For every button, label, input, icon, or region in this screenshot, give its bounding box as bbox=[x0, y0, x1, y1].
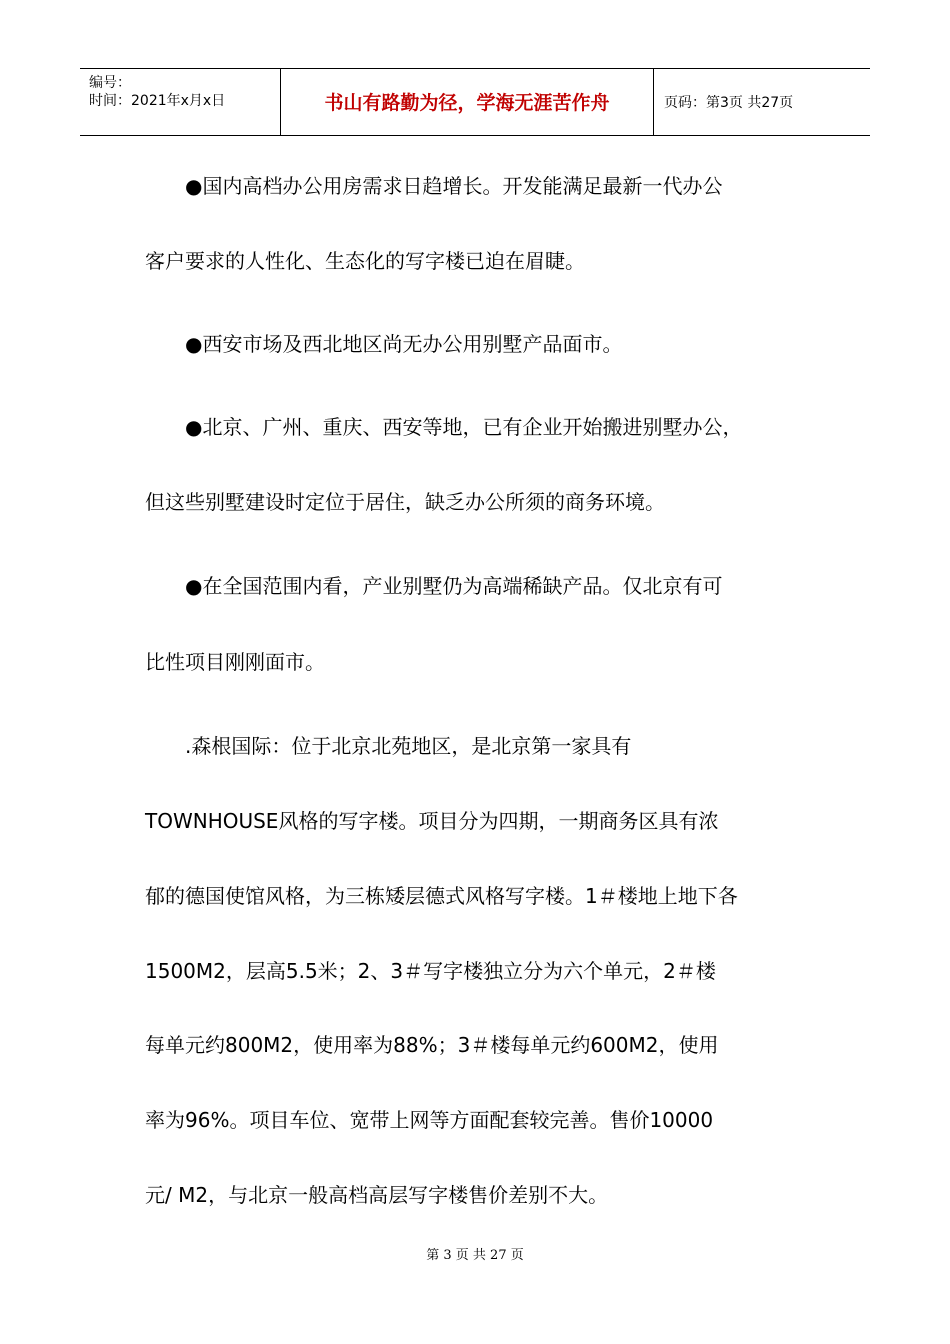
body-line-14: 元/ M2，与北京一般高档高层写字楼售价差别不大。 bbox=[145, 1183, 609, 1207]
body-line-5: 但这些别墅建设时定位于居住，缺乏办公所须的商务环境。 bbox=[145, 490, 665, 514]
header-motto: 书山有路勤为径，学海无涯苦作舟 bbox=[324, 92, 610, 114]
header-middle-cell bbox=[281, 69, 654, 135]
body-line-3: ●西安市场及西北地区尚无办公用别墅产品面市。 bbox=[145, 332, 623, 356]
header-page-info: 页码：第3页 共27页 bbox=[664, 95, 794, 111]
body-line-7: 比性项目刚刚面市。 bbox=[145, 650, 325, 674]
page-footer: 第 3 页 共 27 页 bbox=[426, 1248, 524, 1263]
body-line-13: 率为96%。项目车位、宽带上网等方面配套较完善。售价10000 bbox=[145, 1108, 714, 1132]
body-line-6: ●在全国范围内看，产业别墅仍为高端稀缺产品。仅北京有可 bbox=[145, 574, 723, 598]
body-line-8: .森根国际：位于北京北苑地区，是北京第一家具有 bbox=[145, 734, 632, 758]
body-line-10: 郁的德国使馆风格，为三栋矮层德式风格写字楼。1＃楼地上地下各 bbox=[145, 884, 738, 908]
body-line-4: ●北京、广州、重庆、西安等地，已有企业开始搬进别墅办公， bbox=[145, 415, 743, 439]
body-line-11: 1500M2，层高5.5米；2、3＃写字楼独立分为六个单元，2＃楼 bbox=[145, 959, 716, 983]
body-line-2: 客户要求的人性化、生态化的写字楼已迫在眉睫。 bbox=[145, 249, 585, 273]
body-line-12: 每单元约800M2，使用率为88%；3＃楼每单元约600M2，使用 bbox=[145, 1033, 719, 1057]
body-line-9: TOWNHOUSE风格的写字楼。项目分为四期，一期商务区具有浓 bbox=[145, 809, 719, 833]
document-number-label: 编号： bbox=[89, 75, 131, 91]
document-header bbox=[80, 68, 870, 136]
body-line-1: ●国内高档办公用房需求日趋增长。开发能满足最新一代办公 bbox=[145, 174, 723, 198]
document-date-label: 时间：2021年x月x日 bbox=[89, 93, 226, 109]
header-right-cell bbox=[654, 69, 870, 135]
header-left-cell bbox=[80, 69, 281, 135]
